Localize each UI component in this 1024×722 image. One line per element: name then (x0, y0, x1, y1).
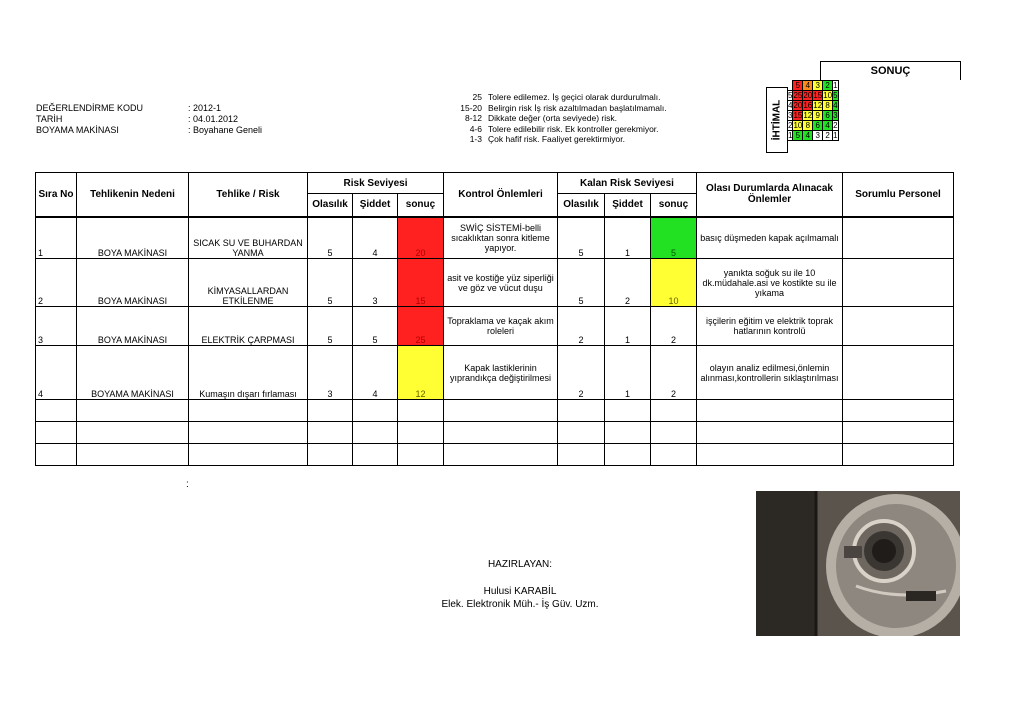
matrix-row (788, 91, 839, 101)
cell-kalan-olasilik: 5 (558, 217, 605, 259)
cell-kontrol: SWİÇ SİSTEMİ-belli sıcaklıktan sonra kitleme yapıyor. (444, 217, 558, 259)
cell-siddet: 5 (353, 307, 398, 346)
matrix-cell: 12 (803, 111, 813, 120)
matrix-row-label: 3 (788, 111, 793, 120)
legend-row (452, 92, 667, 103)
matrix-grid (787, 80, 839, 141)
legend-range: 8-12 (464, 113, 482, 123)
matrix-header-cell: 5 (793, 81, 803, 91)
table-row-empty (36, 400, 954, 422)
cell-kalan-sonuc: 2 (651, 307, 697, 346)
matrix-row-label: 5 (788, 91, 793, 100)
cell-olasilik: 5 (308, 307, 353, 346)
prepared-label: HAZIRLAYAN: (487, 559, 553, 570)
header-neden: Tehlikenin Nedeni (77, 173, 189, 217)
machine-photo-image (756, 491, 960, 636)
matrix-row (788, 131, 839, 141)
matrix-cell: 12 (813, 101, 823, 110)
matrix-cell: 15 (793, 111, 803, 120)
cell-olasi: basıç düşmeden kapak açılmamalı (697, 217, 843, 259)
cell-kalan-siddet: 2 (605, 259, 651, 307)
cell-kalan-olasilik: 2 (558, 307, 605, 346)
risk-assessment-table (35, 172, 954, 466)
matrix-cell: 6 (813, 121, 823, 131)
cell-kalan-sonuc: 10 (651, 259, 697, 307)
cell-no: 2 (36, 259, 77, 307)
legend-range: 25 (472, 92, 482, 102)
cell-no: 1 (36, 217, 77, 259)
table-row (36, 217, 954, 259)
matrix-cell: 8 (823, 101, 833, 111)
cell-kalan-siddet: 1 (605, 217, 651, 259)
matrix-side-label: İHTİMAL (771, 99, 783, 141)
prepared-by (420, 558, 620, 611)
risk-legend (452, 92, 667, 145)
matrix-cell: 15 (813, 91, 823, 100)
cell-neden: BOYA MAKİNASI (77, 259, 189, 307)
cell-kalan-siddet: 1 (605, 346, 651, 400)
cell-olasi: işçilerin eğitim ve elektrik toprak hatlarının kontrolü (697, 307, 843, 346)
matrix-header-cell: 4 (803, 81, 813, 91)
matrix-cell: 2 (823, 131, 833, 141)
table-row-empty (36, 444, 954, 466)
header-kontrol: Kontrol Önlemleri (444, 173, 558, 217)
cell-olasi: olayın analiz edilmesi,önlemin alınması,kontrollerin sıklaştırılması (697, 346, 843, 400)
info-key: DEĞERLENDİRME KODU (36, 103, 144, 113)
legend-text: Belirgin risk İş risk azaltılmadan başlatılmamalı. (488, 102, 667, 113)
stray-colon: : (186, 479, 189, 490)
legend-text: Tolere edilebilir risk. Ek kontroller gerekmiyor. (488, 123, 659, 134)
cell-risk: Kumaşın dışarı fırlaması (189, 346, 308, 400)
cell-siddet: 4 (353, 217, 398, 259)
header-siddet: Şiddet (353, 194, 398, 217)
info-value: : 2012-1 (188, 103, 222, 113)
matrix-cell: 16 (803, 101, 813, 110)
matrix-cell: 3 (833, 111, 838, 120)
cell-kalan-olasilik: 5 (558, 259, 605, 307)
legend-row (452, 124, 667, 135)
info-key: TARİH (36, 114, 63, 124)
cell-risk: SICAK SU VE BUHARDAN YANMA (189, 217, 308, 259)
matrix-cell: 4 (833, 101, 838, 110)
matrix-cell: 4 (823, 121, 833, 131)
cell-siddet: 3 (353, 259, 398, 307)
cell-kalan-sonuc: 5 (651, 217, 697, 259)
header-kalan-olasilik: Olasılık (558, 194, 605, 217)
info-row-date (36, 114, 308, 125)
header-kalan-siddet: Şiddet (605, 194, 651, 217)
matrix-side-label-box (766, 87, 788, 153)
cell-no: 3 (36, 307, 77, 346)
matrix-row-label: 4 (788, 101, 793, 110)
matrix-cell: 10 (793, 121, 803, 130)
matrix-header-cell: 3 (813, 81, 823, 91)
legend-row (452, 103, 667, 114)
machine-photo (756, 491, 960, 636)
legend-range: 1-3 (469, 134, 482, 144)
table-row-empty (36, 422, 954, 444)
info-row-code (36, 103, 308, 114)
legend-text: Çok hafif risk. Faaliyet gerektirmiyor. (488, 134, 625, 144)
table-row (36, 307, 954, 346)
matrix-row (788, 111, 839, 121)
cell-neden: BOYA MAKİNASI (77, 217, 189, 259)
matrix-cell: 20 (803, 91, 813, 100)
legend-range: 15-20 (460, 102, 482, 113)
header-kalan-sonuc: sonuç (651, 194, 697, 217)
matrix-row (788, 121, 839, 131)
cell-kontrol: Kapak lastiklerinin yıprandıkça değiştirilmesi (444, 346, 558, 400)
matrix-title: SONUÇ (820, 61, 961, 80)
info-value: : 04.01.2012 (188, 114, 239, 124)
cell-sorumlu (843, 217, 954, 259)
legend-range: 4-6 (469, 123, 482, 134)
cell-sorumlu (843, 346, 954, 400)
matrix-cell: 5 (833, 91, 838, 100)
cell-olasi: yanıkta soğuk su ile 10 dk.müdahale.asi ve kostikte su ile yıkama (697, 259, 843, 307)
table-row (36, 259, 954, 307)
legend-text: Tolere edilemez. İş geçici olarak durdurulmalı. (488, 92, 661, 102)
legend-row (452, 134, 667, 145)
matrix-header-cell: 2 (823, 81, 833, 91)
matrix-row-label: 2 (788, 121, 793, 130)
matrix-cell: 8 (803, 121, 813, 131)
cell-olasilik: 5 (308, 259, 353, 307)
matrix-cell: 10 (823, 91, 833, 100)
cell-olasilik: 3 (308, 346, 353, 400)
cell-kontrol: asit ve kostiğe yüz siperliği ve göz ve vücut duşu (444, 259, 558, 307)
preparer-title: Elek. Elektronik Müh.- İş Güv. Uzm. (441, 599, 599, 610)
cell-kalan-siddet: 1 (605, 307, 651, 346)
preparer-name: Hulusi KARABİL (483, 586, 557, 597)
cell-risk: KİMYASALLARDAN ETKİLENME (189, 259, 308, 307)
header-risk: Tehlike / Risk (189, 173, 308, 217)
cell-kalan-sonuc: 2 (651, 346, 697, 400)
matrix-header-row (788, 81, 839, 91)
legend-row (452, 113, 667, 124)
matrix-row (788, 101, 839, 111)
matrix-cell: 9 (813, 111, 823, 121)
header-sira: Sıra No (36, 173, 77, 217)
header-sonuc: sonuç (398, 194, 444, 217)
cell-neden: BOYA MAKİNASI (77, 307, 189, 346)
header-kalan: Kalan Risk Seviyesi (558, 173, 697, 194)
header-risk-seviyesi: Risk Seviyesi (308, 173, 444, 194)
header-olasi: Olası Durumlarda Alınacak Önlemler (697, 173, 843, 217)
header-olasilik: Olasılık (308, 194, 353, 217)
cell-risk: ELEKTRİK ÇARPMASI (189, 307, 308, 346)
matrix-cell: 25 (793, 91, 803, 100)
document-info (36, 103, 308, 136)
cell-kalan-olasilik: 2 (558, 346, 605, 400)
matrix-cell: 5 (793, 131, 803, 141)
cell-sorumlu (843, 307, 954, 346)
cell-olasilik: 5 (308, 217, 353, 259)
matrix-cell: 4 (803, 131, 813, 141)
matrix-cell: 6 (823, 111, 833, 121)
cell-sonuc: 25 (398, 307, 444, 346)
cell-sonuc: 15 (398, 259, 444, 307)
cell-kontrol: Topraklama ve kaçak akım roleleri (444, 307, 558, 346)
cell-no: 4 (36, 346, 77, 400)
header-sorumlu: Sorumlu Personel (843, 173, 954, 217)
matrix-cell: 3 (813, 131, 823, 141)
matrix-row-label: 1 (788, 131, 793, 140)
info-key: BOYAMA MAKİNASI (36, 125, 119, 135)
cell-sorumlu (843, 259, 954, 307)
legend-text: Dikkate değer (orta seviyede) risk. (488, 113, 617, 123)
matrix-cell: 20 (793, 101, 803, 110)
table-header-row (36, 173, 954, 194)
cell-neden: BOYAMA MAKİNASI (77, 346, 189, 400)
info-row-machine (36, 125, 308, 136)
matrix-cell: 1 (833, 131, 838, 140)
cell-siddet: 4 (353, 346, 398, 400)
cell-sonuc: 12 (398, 346, 444, 400)
info-value: : Boyahane Geneli (188, 125, 263, 135)
cell-sonuc: 20 (398, 217, 444, 259)
table-row (36, 346, 954, 400)
matrix-cell: 2 (833, 121, 838, 130)
matrix-header-cell: 1 (833, 81, 838, 90)
